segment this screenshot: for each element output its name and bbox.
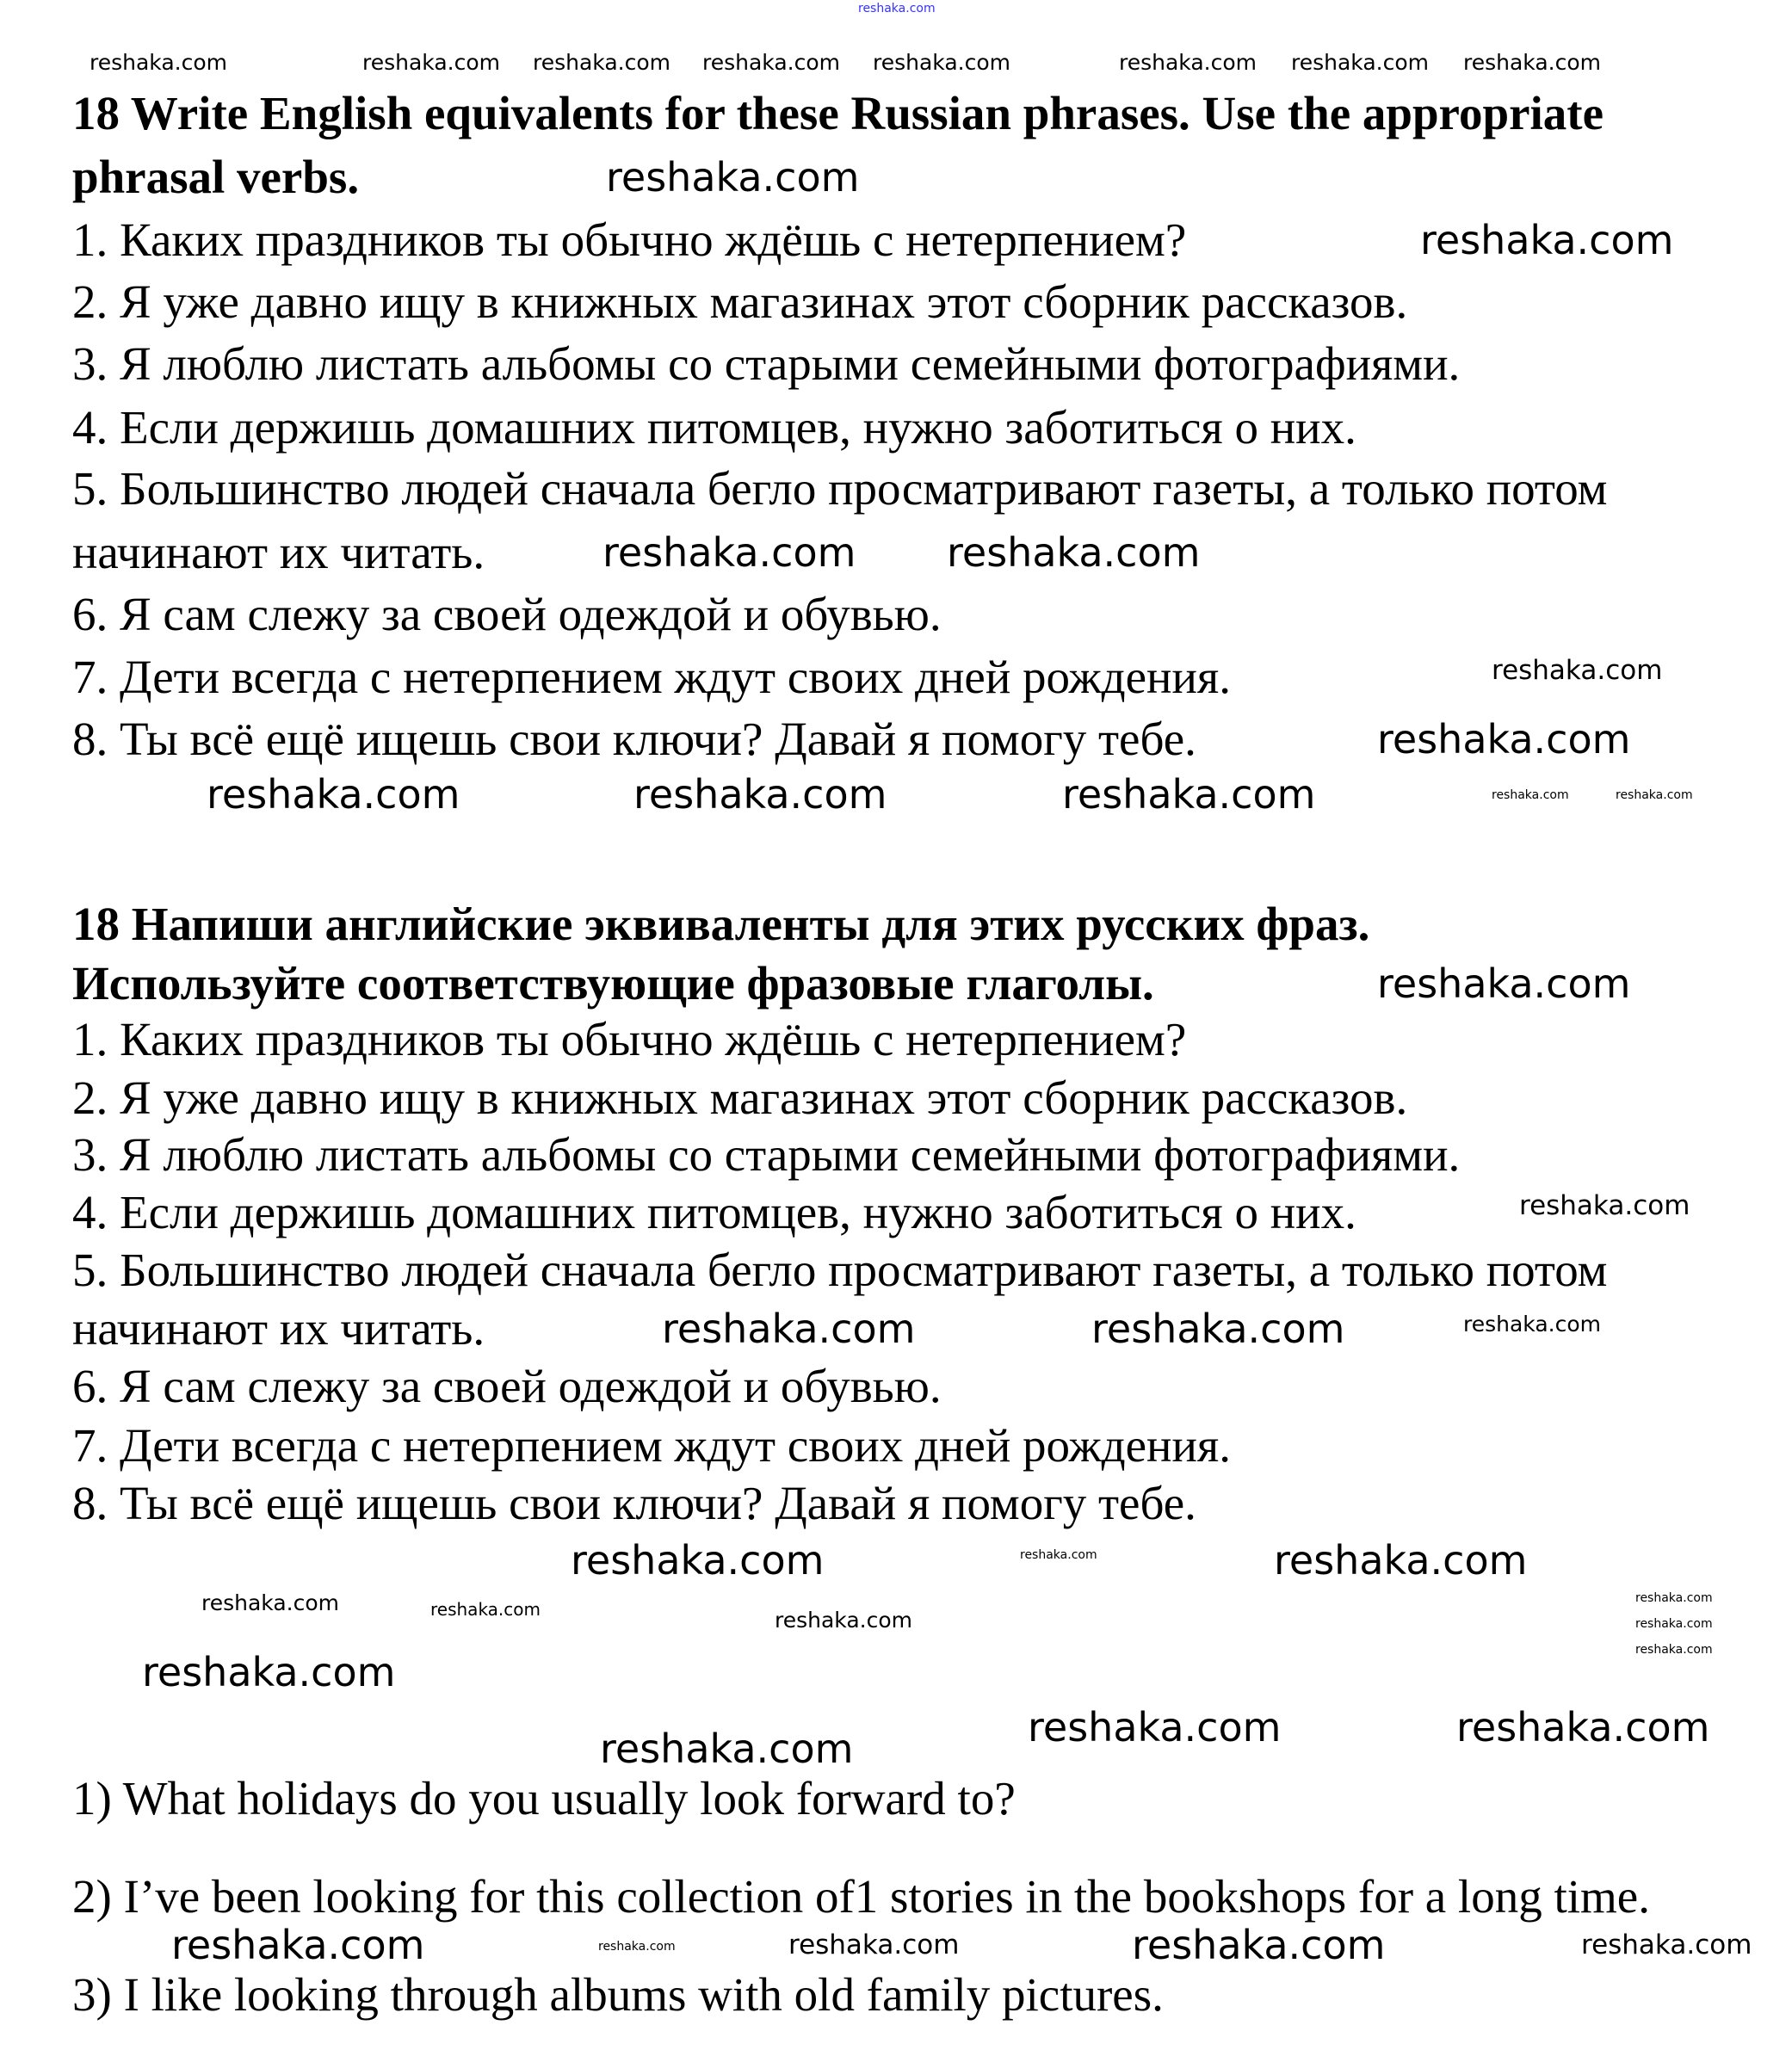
watermark: reshaka.com bbox=[702, 50, 840, 75]
watermark: reshaka.com bbox=[1091, 1306, 1345, 1352]
list-item: 1. Каких праздников ты обычно ждёшь с нетерпением? bbox=[72, 1013, 1187, 1065]
watermark: reshaka.com bbox=[1463, 1312, 1601, 1337]
watermark: reshaka.com bbox=[1291, 50, 1429, 75]
watermark: reshaka.com bbox=[1020, 1548, 1097, 1562]
watermark: reshaka.com bbox=[602, 529, 856, 576]
watermark: reshaka.com bbox=[1519, 1190, 1690, 1221]
watermark: reshaka.com bbox=[1581, 1929, 1752, 1960]
watermark: reshaka.com bbox=[1132, 1922, 1386, 1968]
list-item: начинают их читать. bbox=[72, 1302, 485, 1355]
watermark: reshaka.com bbox=[1028, 1704, 1282, 1750]
watermark: reshaka.com bbox=[600, 1726, 854, 1772]
watermark: reshaka.com bbox=[171, 1922, 425, 1968]
watermark: reshaka.com bbox=[1119, 50, 1257, 75]
exercise-heading-ru-cont: Используйте соответствующие фразовые глаголы. bbox=[72, 957, 1154, 1009]
exercise-heading-ru: 18 Напиши английские эквиваленты для этих русских фраз. bbox=[72, 898, 1370, 950]
list-item: 5. Большинство людей сначала бегло просматривают газеты, а только потом bbox=[72, 1244, 1608, 1296]
list-item: 2. Я уже давно ищу в книжных магазинах этот сборник рассказов. bbox=[72, 275, 1408, 328]
watermark: reshaka.com bbox=[633, 771, 887, 818]
watermark: reshaka.com bbox=[533, 50, 670, 75]
watermark: reshaka.com bbox=[142, 1649, 396, 1695]
exercise-heading-en-cont: phrasal verbs. bbox=[72, 151, 360, 203]
watermark: reshaka.com bbox=[873, 50, 1010, 75]
watermark: reshaka.com bbox=[1635, 1643, 1713, 1657]
answer-item: 1) What holidays do you usually look forward to? bbox=[72, 1772, 1016, 1824]
watermark: reshaka.com bbox=[1492, 655, 1663, 686]
answer-item: 2) I’ve been looking for this collection of1 stories in the bookshops for a long time. bbox=[72, 1870, 1650, 1923]
list-item: 6. Я сам слежу за своей одеждой и обувью. bbox=[72, 1360, 942, 1412]
list-item: 8. Ты всё ещё ищешь свои ключи? Давай я помогу тебе. bbox=[72, 1477, 1196, 1529]
watermark: reshaka.com bbox=[1377, 960, 1631, 1007]
watermark: reshaka.com bbox=[606, 154, 860, 201]
watermark: reshaka.com bbox=[775, 1608, 912, 1633]
watermark: reshaka.com bbox=[858, 2, 936, 15]
list-item: 8. Ты всё ещё ищешь свои ключи? Давай я помогу тебе. bbox=[72, 713, 1196, 765]
list-item: 2. Я уже давно ищу в книжных магазинах этот сборник рассказов. bbox=[72, 1071, 1408, 1124]
watermark: reshaka.com bbox=[362, 50, 500, 75]
watermark: reshaka.com bbox=[1492, 788, 1569, 802]
list-item: 3. Я люблю листать альбомы со старыми семейными фотографиями. bbox=[72, 337, 1461, 390]
watermark: reshaka.com bbox=[1463, 50, 1601, 75]
watermark: reshaka.com bbox=[788, 1929, 960, 1960]
list-item: 7. Дети всегда с нетерпением ждут своих дней рождения. bbox=[72, 651, 1231, 703]
watermark: reshaka.com bbox=[1377, 716, 1631, 763]
watermark: reshaka.com bbox=[201, 1590, 339, 1615]
list-item: начинают их читать. bbox=[72, 526, 485, 578]
watermark: reshaka.com bbox=[1635, 1617, 1713, 1631]
exercise-heading-en: 18 Write English equivalents for these Russian phrases. Use the appropriate bbox=[72, 87, 1604, 139]
watermark: reshaka.com bbox=[598, 1940, 676, 1954]
list-item: 5. Большинство людей сначала бегло просматривают газеты, а только потом bbox=[72, 462, 1608, 515]
watermark: reshaka.com bbox=[1420, 217, 1674, 263]
list-item: 4. Если держишь домашних питомцев, нужно заботиться о них. bbox=[72, 401, 1356, 454]
answer-item: 3) I like looking through albums with old family pictures. bbox=[72, 1968, 1164, 2021]
watermark: reshaka.com bbox=[1062, 771, 1316, 818]
watermark: reshaka.com bbox=[1456, 1704, 1710, 1750]
watermark: reshaka.com bbox=[90, 50, 227, 75]
list-item: 1. Каких праздников ты обычно ждёшь с нетерпением? bbox=[72, 213, 1187, 266]
watermark: reshaka.com bbox=[571, 1537, 825, 1584]
watermark: reshaka.com bbox=[1274, 1537, 1528, 1584]
watermark: reshaka.com bbox=[1635, 1591, 1713, 1605]
watermark: reshaka.com bbox=[207, 771, 460, 818]
list-item: 3. Я люблю листать альбомы со старыми семейными фотографиями. bbox=[72, 1128, 1461, 1181]
watermark: reshaka.com bbox=[430, 1599, 541, 1620]
list-item: 4. Если держишь домашних питомцев, нужно заботиться о них. bbox=[72, 1186, 1356, 1238]
list-item: 7. Дети всегда с нетерпением ждут своих дней рождения. bbox=[72, 1419, 1231, 1472]
list-item: 6. Я сам слежу за своей одеждой и обувью. bbox=[72, 588, 942, 640]
watermark: reshaka.com bbox=[1616, 788, 1693, 802]
watermark: reshaka.com bbox=[662, 1306, 916, 1352]
watermark: reshaka.com bbox=[947, 529, 1201, 576]
